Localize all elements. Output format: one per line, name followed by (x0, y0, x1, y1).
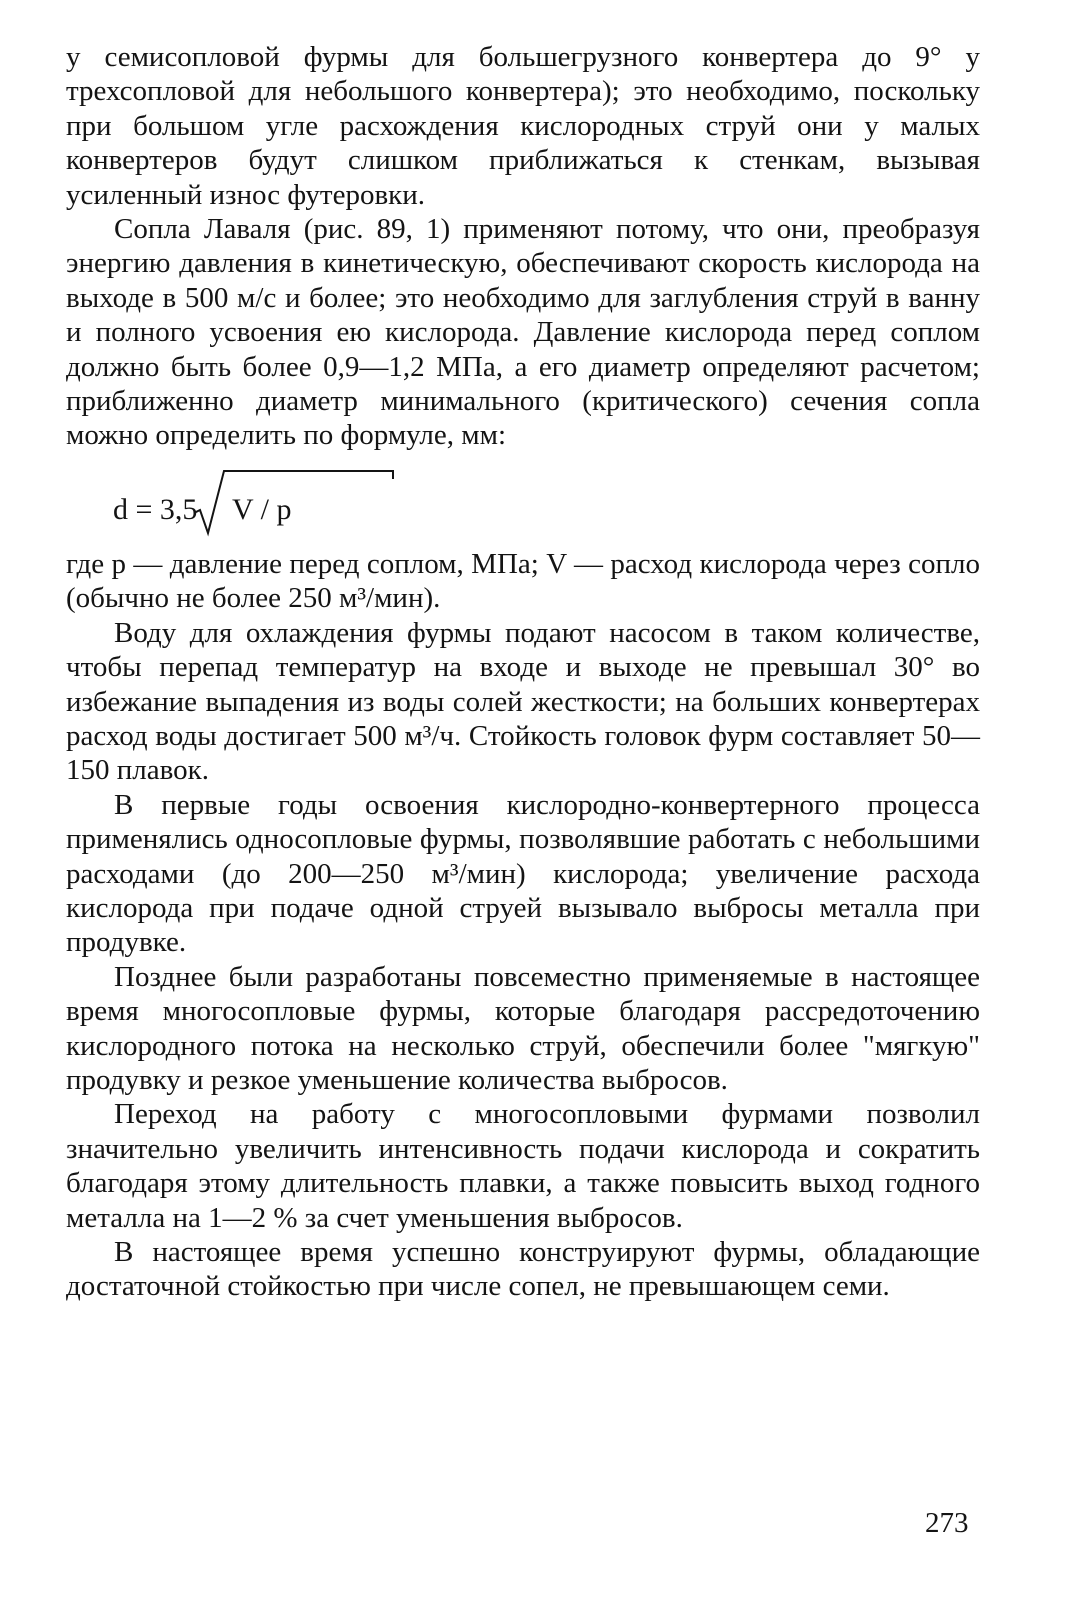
paragraph-6: Позднее были разработаны повсеместно применяемые в настоящее время многосопловые фурмы, которые благодаря рассредоточению кислородного потока на несколько струй, обеспечили более "мягкую" продувку и резкое уменьшение количества выбросов. (66, 960, 980, 1096)
paragraph-5: В первые годы освоения кислородно-конвертерного процесса применялись односопловые фурмы, позволявшие работать с небольшими расходами (до 200—250 м³/мин) кислорода; увеличение расхода кислорода при подаче одной струей вызывало выбросы металла при продувке. (66, 788, 980, 959)
paragraph-2: Сопла Лаваля (рис. 89, 1) применяют потому, что они, преобразуя энергию давления в кинетическую, обеспечивают скорость кислорода на выходе в 500 м/с и более; это необходимо для заглубления струй в ванну и полного усвоения ею кислорода. Давление кислорода перед соплом должно быть более 0,9—1,2 МПа, а его диаметр определяют расчетом; приближенно диаметр минимального (критического) сечения сопла можно определить по формуле, мм: (66, 213, 980, 452)
paragraph-4: Воду для охлаждения фурмы подают насосом в таком количестве, чтобы перепад температур на входе и выходе не превышал 30° во избежание выпадения из воды солей жесткости; на больших конвертерах расход воды достигает 500 м³/ч. Стойкость головок фурм составляет 50—150 плавок. (66, 616, 980, 787)
formula-lhs: d = 3,5 (113, 492, 198, 526)
page-number: 273 (925, 1507, 969, 1539)
paragraph-7: Переход на работу с многосопловыми фурмами позволил значительно увеличить интенсивность подачи кислорода и сократить благодаря этому длительность плавки, а также повысить выход годного металла на 1—2 % за счет уменьшения выбросов. (66, 1098, 980, 1234)
page-body (66, 40, 980, 1304)
paragraph-8: В настоящее время успешно конструируют фурмы, обладающие достаточной стойкостью при числе сопел, не превышающем семи. (66, 1236, 980, 1303)
paragraph-1: у семисопловой фурмы для большегрузного конвертера до 9° у трехсопловой для небольшого конвертера); это необходимо, поскольку при большом угле расхождения кислородных струй они у малых конвертеров будут слишком приближаться к стенкам, вызывая усиленный износ футеровки. (66, 41, 980, 211)
radical-sign-icon (194, 467, 394, 537)
paragraph-3: где p — давление перед соплом, МПа; V — расход кислорода через сопло (обычно не более 250 м³/мин). (66, 547, 980, 615)
formula (66, 467, 980, 545)
formula-radicand: V / p (232, 492, 292, 526)
